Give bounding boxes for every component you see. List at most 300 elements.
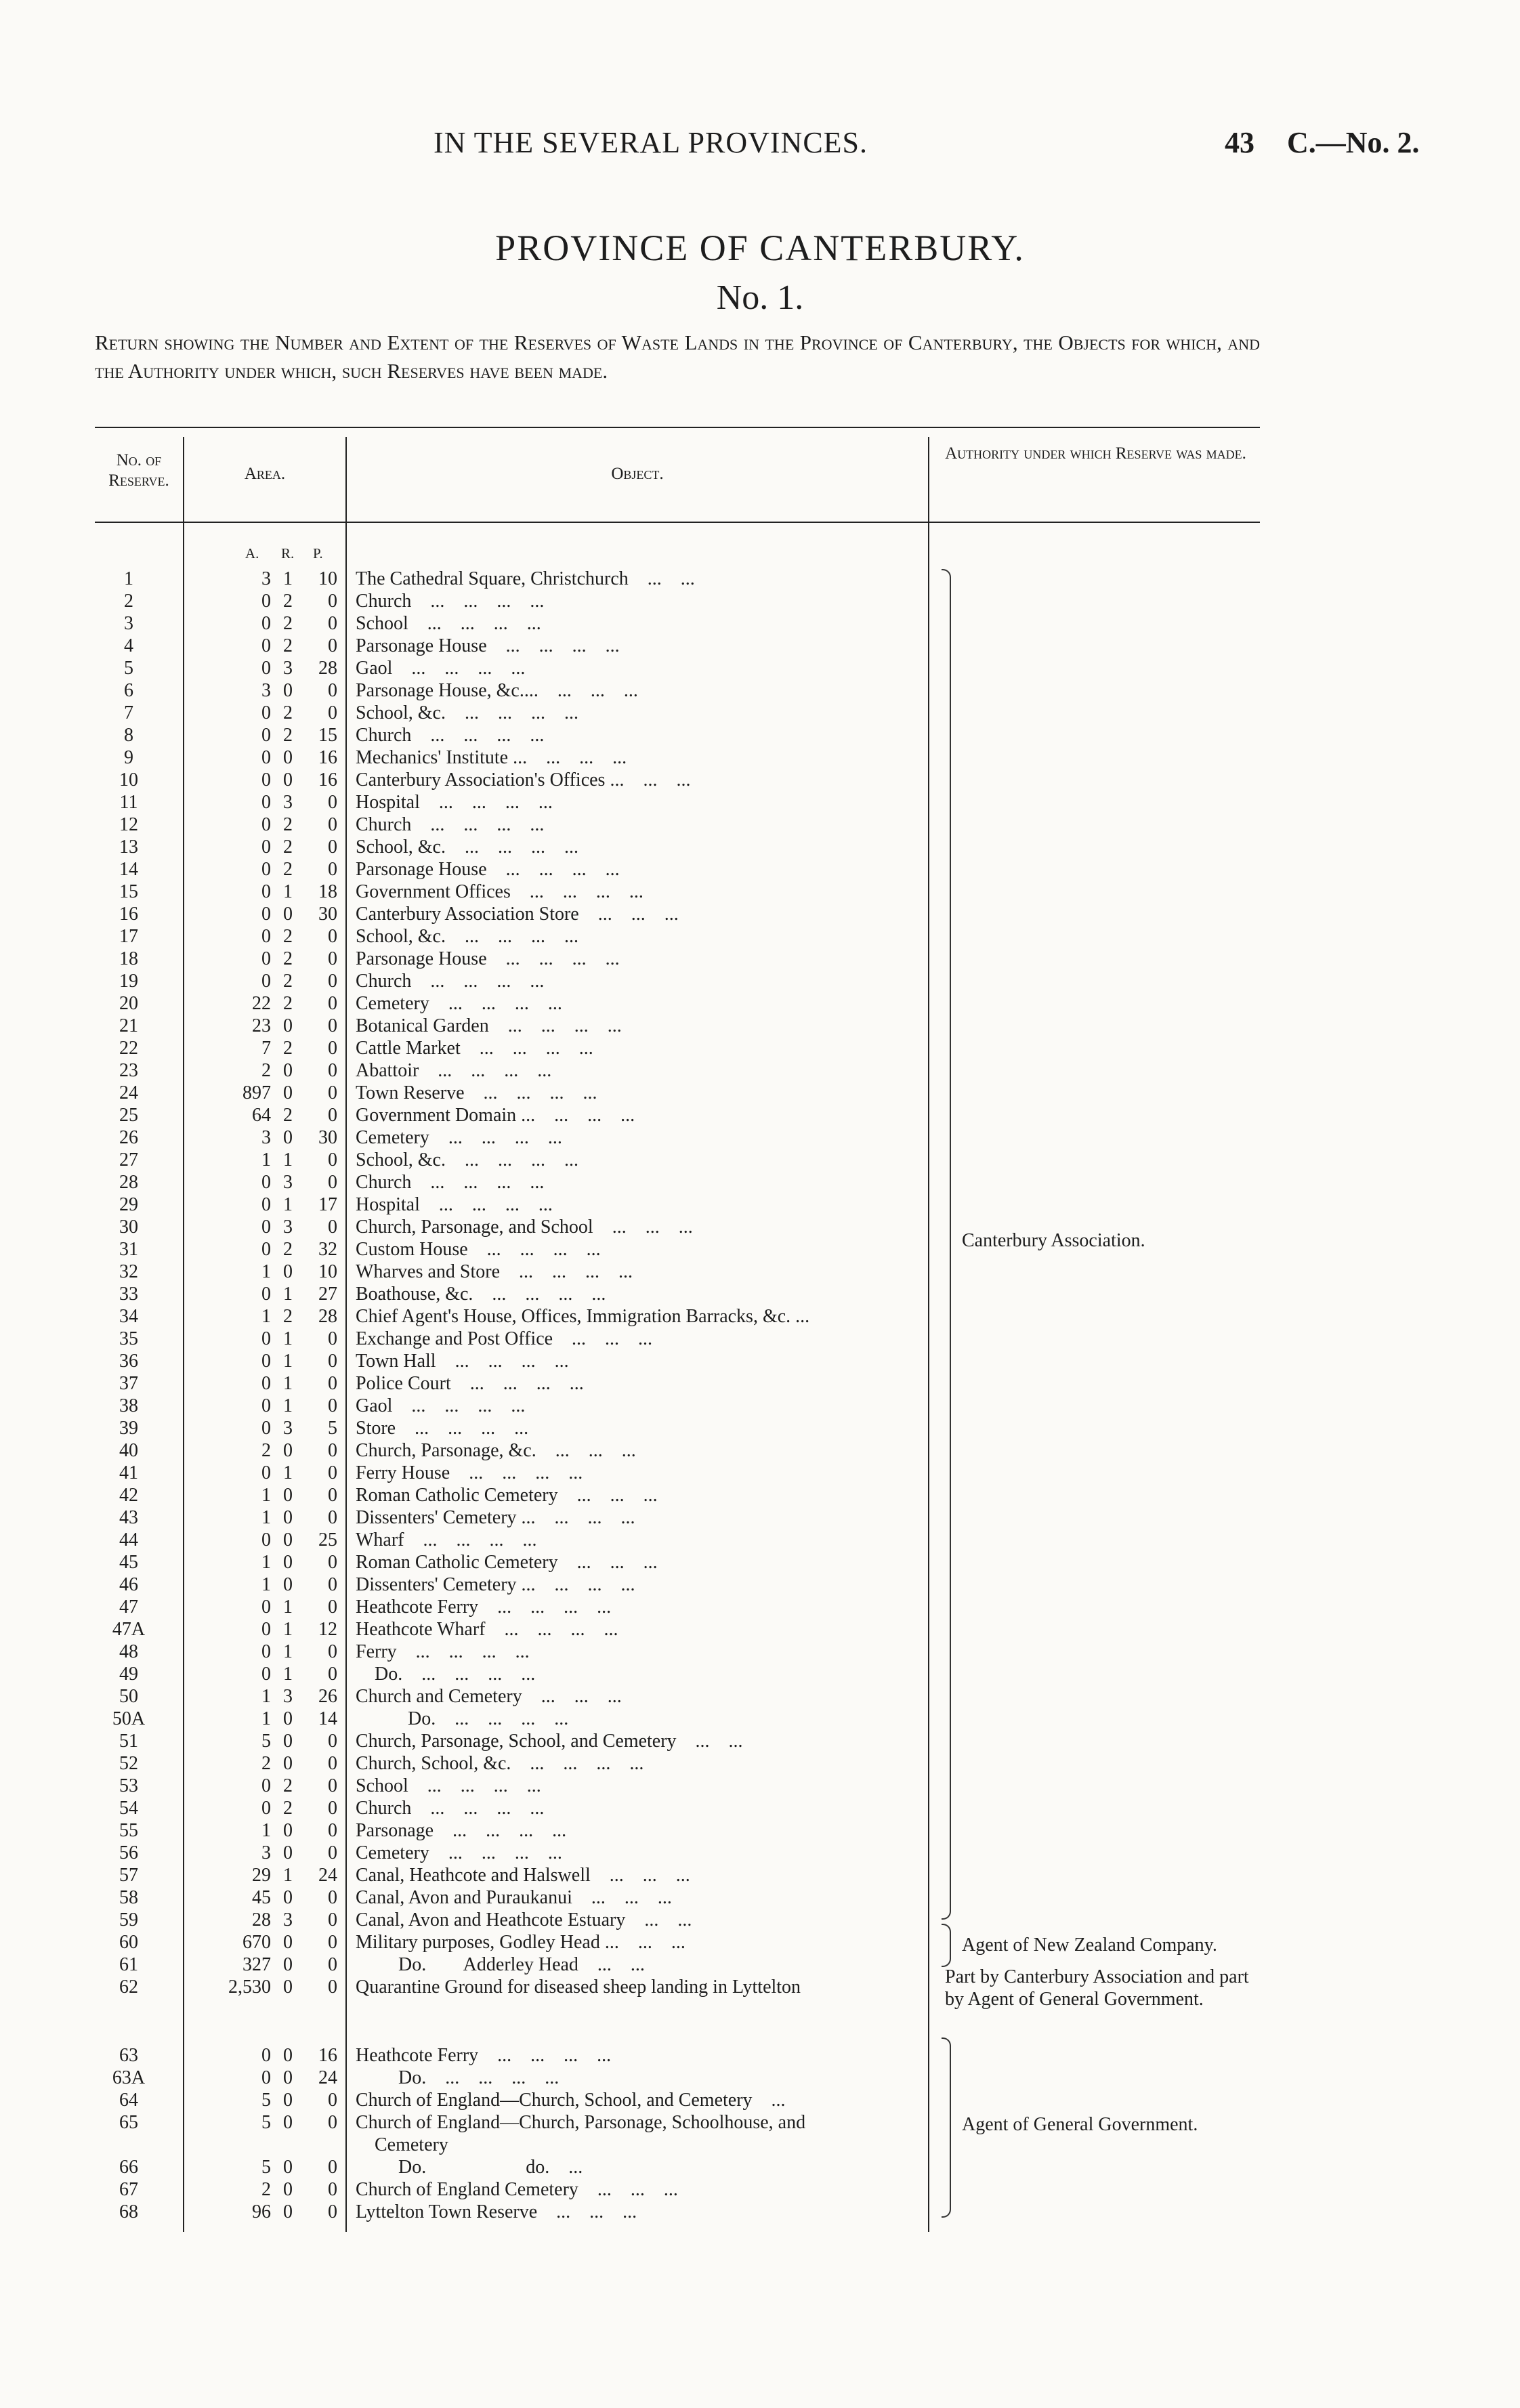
area-roods: 0 xyxy=(283,2067,293,2088)
area-perches: 0 xyxy=(328,792,337,813)
area-perches: 0 xyxy=(328,1172,337,1193)
reserve-number: 55 xyxy=(119,1820,138,1841)
area-acres: 5 xyxy=(261,1731,271,1752)
area-acres: 0 xyxy=(261,591,271,612)
table-row xyxy=(0,2089,935,2111)
province-title: PROVINCE OF CANTERBURY. xyxy=(495,228,1025,268)
reserve-object: Canterbury Association Store ... ... ... xyxy=(356,904,679,925)
reserve-object: Military purposes, Godley Head ... ... ... xyxy=(356,1932,685,1953)
area-perches: 0 xyxy=(328,1775,337,1796)
area-perches: 0 xyxy=(328,1753,337,1774)
table-row xyxy=(0,746,935,769)
reserve-object: Cemetery ... ... ... ... xyxy=(356,1127,562,1148)
area-perches: 0 xyxy=(328,1060,337,1081)
table-row xyxy=(0,1730,935,1752)
table-row xyxy=(0,2134,935,2156)
reserve-object: Do. Adderley Head ... ... xyxy=(356,1954,645,1975)
area-perches: 28 xyxy=(318,1306,337,1327)
area-acres: 0 xyxy=(261,1194,271,1215)
area-roods: 0 xyxy=(283,747,293,768)
area-acres: 1 xyxy=(261,1261,271,1282)
reserve-number: 67 xyxy=(119,2179,138,2200)
table-row xyxy=(0,1886,935,1909)
authority-canterbury: Canterbury Association. xyxy=(962,1230,1145,1251)
area-roods: 0 xyxy=(283,2179,293,2200)
table-row xyxy=(0,1283,935,1305)
reserve-object: Hospital ... ... ... ... xyxy=(356,1194,553,1215)
area-roods: 1 xyxy=(283,1373,293,1394)
area-acres: 7 xyxy=(261,1038,271,1059)
area-perches: 17 xyxy=(318,1194,337,1215)
area-roods: 0 xyxy=(283,1552,293,1573)
area-acres: 0 xyxy=(261,1373,271,1394)
area-acres: 0 xyxy=(261,1529,271,1550)
table-row xyxy=(0,1641,935,1663)
area-roods: 0 xyxy=(283,1731,293,1752)
area-roods: 0 xyxy=(283,1887,293,1908)
authority-nz-company: Agent of New Zealand Company. xyxy=(962,1935,1217,1956)
document-reference: C.—No. 2. xyxy=(1287,126,1420,159)
area-perches: 0 xyxy=(328,1641,337,1662)
area-perches: 0 xyxy=(328,1149,337,1170)
area-roods: 1 xyxy=(283,881,293,902)
area-acres: 3 xyxy=(261,1127,271,1148)
area-acres: 0 xyxy=(261,1395,271,1416)
reserve-number: 34 xyxy=(119,1306,138,1327)
reserve-object: Church and Cemetery ... ... ... xyxy=(356,1686,622,1707)
area-roods: 0 xyxy=(283,769,293,790)
table-row xyxy=(0,1462,935,1484)
reserve-number: 68 xyxy=(119,2201,138,2222)
area-perches: 0 xyxy=(328,2112,337,2133)
area-perches: 0 xyxy=(328,1909,337,1930)
area-roods: 1 xyxy=(283,1395,293,1416)
reserve-object: Church of England—Church, Parsonage, Schoolhouse, and xyxy=(356,2112,806,2133)
area-perches: 0 xyxy=(328,2090,337,2111)
area-perches: 0 xyxy=(328,1395,337,1416)
table-row xyxy=(0,1439,935,1462)
return-description: Return showing the Number and Extent of the Reserves of Waste Lands in the Province of Canterbury, the Objects for which, and the Authority under which, such Reserves have been made. xyxy=(95,331,1260,383)
area-perches: 32 xyxy=(318,1239,337,1260)
area-perches: 0 xyxy=(328,1105,337,1126)
area-acres: 327 xyxy=(242,1954,271,1975)
area-perches: 0 xyxy=(328,993,337,1014)
area-perches: 0 xyxy=(328,1082,337,1103)
table-row xyxy=(0,635,935,657)
area-acres: 23 xyxy=(252,1015,271,1036)
table-row xyxy=(0,1976,935,1998)
area-roods: 0 xyxy=(283,1261,293,1282)
area-acres: 0 xyxy=(261,1239,271,1260)
reserve-number: 48 xyxy=(119,1641,138,1662)
reserve-number: 43 xyxy=(119,1507,138,1528)
area-roods: 3 xyxy=(283,1686,293,1707)
reserve-number: 57 xyxy=(119,1865,138,1886)
reserve-number: 53 xyxy=(119,1775,138,1796)
reserve-object: Roman Catholic Cemetery ... ... ... xyxy=(356,1552,658,1573)
reserve-object: Town Hall ... ... ... ... xyxy=(356,1351,569,1372)
reserve-number: 44 xyxy=(119,1529,138,1550)
area-perches: 0 xyxy=(328,1440,337,1461)
reserve-object: Church ... ... ... ... xyxy=(356,591,545,612)
area-roods: 1 xyxy=(283,1194,293,1215)
area-perches: 0 xyxy=(328,1664,337,1685)
table-row xyxy=(0,1663,935,1685)
reserve-object: Church ... ... ... ... xyxy=(356,1798,545,1819)
area-perches: 5 xyxy=(328,1418,337,1439)
area-acres: 0 xyxy=(261,1619,271,1640)
table-row xyxy=(0,2044,935,2067)
reserve-number: 24 xyxy=(119,1082,138,1103)
area-roods: 0 xyxy=(283,1485,293,1506)
table-row xyxy=(0,1015,935,1037)
area-roods: 0 xyxy=(283,2112,293,2133)
area-acres: 0 xyxy=(261,1775,271,1796)
reserve-number: 19 xyxy=(119,971,138,992)
reserve-number: 66 xyxy=(119,2157,138,2178)
reserve-object: Church of England Cemetery ... ... ... xyxy=(356,2179,678,2200)
reserve-object: Ferry ... ... ... ... xyxy=(356,1641,530,1662)
reserve-object: Parsonage ... ... ... ... xyxy=(356,1820,567,1841)
reserve-object: Custom House ... ... ... ... xyxy=(356,1239,601,1260)
table-row xyxy=(0,836,935,858)
reserve-object: School, &c. ... ... ... ... xyxy=(356,837,578,858)
area-acres: 0 xyxy=(261,792,271,813)
area-roods: 0 xyxy=(283,1708,293,1729)
table-row xyxy=(0,1395,935,1417)
table-top-rule xyxy=(95,427,1260,428)
table-row xyxy=(0,948,935,970)
table-row xyxy=(0,1149,935,1171)
reserve-object: Chief Agent's House, Offices, Immigration Barracks, &c. ... xyxy=(356,1306,810,1327)
reserve-object: Government Domain ... ... ... ... xyxy=(356,1105,635,1126)
area-perches: 24 xyxy=(318,1865,337,1886)
area-acres: 0 xyxy=(261,971,271,992)
reserve-object: Roman Catholic Cemetery ... ... ... xyxy=(356,1485,658,1506)
area-acres: 0 xyxy=(261,837,271,858)
reserve-number: 7 xyxy=(124,702,133,723)
area-acres: 0 xyxy=(261,859,271,880)
area-perches: 16 xyxy=(318,769,337,790)
reserve-object: Parsonage House, &c.... ... ... ... xyxy=(356,680,638,701)
area-perches: 0 xyxy=(328,1462,337,1483)
reserve-number: 54 xyxy=(119,1798,138,1819)
area-roods: 2 xyxy=(283,859,293,880)
area-roods: 1 xyxy=(283,1149,293,1170)
table-row xyxy=(0,1104,935,1126)
reserve-number: 47 xyxy=(119,1597,138,1618)
reserve-object: Wharf ... ... ... ... xyxy=(356,1529,537,1550)
reserve-object: Do. ... ... ... ... xyxy=(356,1708,569,1729)
area-acres: 3 xyxy=(261,1842,271,1863)
reserve-number: 61 xyxy=(119,1954,138,1975)
table-row xyxy=(0,1551,935,1573)
area-acres: 0 xyxy=(261,881,271,902)
area-perches: 12 xyxy=(318,1619,337,1640)
table-row xyxy=(0,1328,935,1350)
reserve-object: Church ... ... ... ... xyxy=(356,814,545,835)
table-row xyxy=(0,1082,935,1104)
reserve-object: Cattle Market ... ... ... ... xyxy=(356,1038,593,1059)
column-header-object: Object. xyxy=(611,465,664,483)
area-roods: 1 xyxy=(283,1351,293,1372)
table-row xyxy=(0,1506,935,1529)
reserve-object: Heathcote Ferry ... ... ... ... xyxy=(356,1597,612,1618)
table-row xyxy=(0,590,935,612)
area-perches: 0 xyxy=(328,1328,337,1349)
table-row xyxy=(0,1216,935,1238)
reserve-number: 64 xyxy=(119,2090,138,2111)
area-acres: 64 xyxy=(252,1105,271,1126)
area-roods: 2 xyxy=(283,1038,293,1059)
area-perches: 0 xyxy=(328,1842,337,1863)
area-acres: 0 xyxy=(261,1172,271,1193)
area-perches: 24 xyxy=(318,2067,337,2088)
area-acres: 0 xyxy=(261,1351,271,1372)
reserve-object: Wharves and Store ... ... ... ... xyxy=(356,1261,633,1282)
table-row xyxy=(0,1350,935,1372)
reserve-object: Canal, Heathcote and Halswell ... ... ... xyxy=(356,1865,690,1886)
area-perches: 0 xyxy=(328,1574,337,1595)
reserve-number: 39 xyxy=(119,1418,138,1439)
area-acres: 0 xyxy=(261,725,271,746)
area-perches: 0 xyxy=(328,1485,337,1506)
table-row xyxy=(0,925,935,948)
area-roods: 0 xyxy=(283,1507,293,1528)
table-row xyxy=(0,881,935,903)
reserve-number: 63A xyxy=(112,2067,146,2088)
area-acres: 0 xyxy=(261,904,271,925)
table-row xyxy=(0,970,935,992)
reserve-object: Store ... ... ... ... xyxy=(356,1418,529,1439)
reserve-object: School, &c. ... ... ... ... xyxy=(356,926,578,947)
reserve-object: Parsonage House ... ... ... ... xyxy=(356,635,620,656)
reserve-object: Cemetery ... ... ... ... xyxy=(356,1842,562,1863)
reserve-number: 4 xyxy=(124,635,133,656)
area-perches: 16 xyxy=(318,747,337,768)
table-row xyxy=(0,568,935,590)
area-acres: 0 xyxy=(261,635,271,656)
reserve-number: 22 xyxy=(119,1038,138,1059)
column-header-no: No. of Reserve. xyxy=(108,451,169,490)
table-row xyxy=(0,702,935,724)
area-acres: 0 xyxy=(261,1664,271,1685)
reserve-number: 8 xyxy=(124,725,133,746)
table-row xyxy=(0,2178,935,2201)
area-perches: 0 xyxy=(328,613,337,634)
reserve-object: Gaol ... ... ... ... xyxy=(356,658,526,679)
area-perches: 0 xyxy=(328,635,337,656)
reserve-number: 50A xyxy=(112,1708,146,1729)
reserve-number: 2 xyxy=(124,591,133,612)
table-row xyxy=(0,1059,935,1082)
unit-perches: P. xyxy=(313,545,323,562)
area-perches: 0 xyxy=(328,1373,337,1394)
reserve-object: The Cathedral Square, Christchurch ... ... xyxy=(356,568,695,589)
area-roods: 2 xyxy=(283,591,293,612)
area-roods: 0 xyxy=(283,1127,293,1148)
area-acres: 1 xyxy=(261,1552,271,1573)
area-acres: 0 xyxy=(261,1328,271,1349)
area-acres: 1 xyxy=(261,1507,271,1528)
area-roods: 0 xyxy=(283,1977,293,1998)
reserve-object: Parsonage House ... ... ... ... xyxy=(356,859,620,880)
reserve-number: 23 xyxy=(119,1060,138,1081)
reserve-object: Dissenters' Cemetery ... ... ... ... xyxy=(356,1507,635,1528)
area-roods: 1 xyxy=(283,1462,293,1483)
reserve-number: 32 xyxy=(119,1261,138,1282)
area-perches: 16 xyxy=(318,2045,337,2066)
area-roods: 2 xyxy=(283,1239,293,1260)
area-perches: 0 xyxy=(328,2179,337,2200)
area-acres: 5 xyxy=(261,2157,271,2178)
table-row xyxy=(0,1909,935,1931)
table-row xyxy=(0,1372,935,1395)
table-row xyxy=(0,1261,935,1283)
reserve-object: Heathcote Wharf ... ... ... ... xyxy=(356,1619,618,1640)
brace-general xyxy=(942,2037,951,2218)
area-acres: 2,530 xyxy=(228,1977,271,1998)
reserve-number: 60 xyxy=(119,1932,138,1953)
area-roods: 2 xyxy=(283,993,293,1014)
brace-nz-company xyxy=(942,1924,951,1967)
table-row xyxy=(0,1529,935,1551)
reserve-object: School, &c. ... ... ... ... xyxy=(356,1149,578,1170)
area-perches: 0 xyxy=(328,680,337,701)
area-roods: 3 xyxy=(283,792,293,813)
reserve-object: Dissenters' Cemetery ... ... ... ... xyxy=(356,1574,635,1595)
area-roods: 1 xyxy=(283,1619,293,1640)
reserve-number: 14 xyxy=(119,859,138,880)
reserve-number: 11 xyxy=(119,792,138,813)
area-acres: 1 xyxy=(261,1485,271,1506)
reserve-number: 42 xyxy=(119,1485,138,1506)
table-row xyxy=(0,1037,935,1059)
reserve-number: 12 xyxy=(119,814,138,835)
area-acres: 0 xyxy=(261,1217,271,1238)
area-acres: 0 xyxy=(261,702,271,723)
area-perches: 14 xyxy=(318,1708,337,1729)
reserve-object: Church, Parsonage, School, and Cemetery ... ... xyxy=(356,1731,743,1752)
reserve-number: 36 xyxy=(119,1351,138,1372)
table-row xyxy=(0,858,935,881)
area-roods: 0 xyxy=(283,2157,293,2178)
area-roods: 0 xyxy=(283,2045,293,2066)
area-roods: 0 xyxy=(283,2201,293,2222)
area-acres: 2 xyxy=(261,2179,271,2200)
authority-general: Agent of General Government. xyxy=(962,2114,1198,2135)
area-roods: 2 xyxy=(283,1105,293,1126)
reserve-number: 10 xyxy=(119,769,138,790)
area-roods: 2 xyxy=(283,814,293,835)
table-row xyxy=(0,1305,935,1328)
area-acres: 0 xyxy=(261,658,271,679)
area-roods: 1 xyxy=(283,1328,293,1349)
reserve-number: 38 xyxy=(119,1395,138,1416)
area-perches: 27 xyxy=(318,1284,337,1305)
area-roods: 0 xyxy=(283,1753,293,1774)
column-header-area: Area. xyxy=(244,465,286,483)
area-acres: 0 xyxy=(261,1798,271,1819)
reserve-object: Parsonage House ... ... ... ... xyxy=(356,948,620,969)
area-perches: 30 xyxy=(318,904,337,925)
area-perches: 15 xyxy=(318,725,337,746)
reserve-object: Town Reserve ... ... ... ... xyxy=(356,1082,597,1103)
reserve-object: Cemetery ... ... ... ... xyxy=(356,993,562,1014)
table-row xyxy=(0,903,935,925)
area-roods: 3 xyxy=(283,1217,293,1238)
reserve-object: Government Offices ... ... ... ... xyxy=(356,881,643,902)
area-perches: 10 xyxy=(318,568,337,589)
reserve-number: 56 xyxy=(119,1842,138,1863)
reserve-number: 40 xyxy=(119,1440,138,1461)
running-header xyxy=(0,125,1520,166)
area-acres: 5 xyxy=(261,2090,271,2111)
running-title: IN THE SEVERAL PROVINCES. xyxy=(434,126,868,159)
area-acres: 2 xyxy=(261,1753,271,1774)
table-row xyxy=(0,612,935,635)
area-roods: 1 xyxy=(283,1865,293,1886)
reserve-object: Boathouse, &c. ... ... ... ... xyxy=(356,1284,606,1305)
reserve-object: School, &c. ... ... ... ... xyxy=(356,702,578,723)
area-acres: 1 xyxy=(261,1820,271,1841)
reserve-object: Church ... ... ... ... xyxy=(356,725,545,746)
area-roods: 2 xyxy=(283,1775,293,1796)
area-acres: 1 xyxy=(261,1149,271,1170)
area-acres: 29 xyxy=(252,1865,271,1886)
brace-canterbury xyxy=(942,569,951,1920)
area-acres: 96 xyxy=(252,2201,271,2222)
area-roods: 2 xyxy=(283,702,293,723)
reserve-object: Do. ... ... ... ... xyxy=(356,2067,560,2088)
area-acres: 0 xyxy=(261,1418,271,1439)
reserve-number: 33 xyxy=(119,1284,138,1305)
area-roods: 1 xyxy=(283,1284,293,1305)
area-roods: 3 xyxy=(283,1909,293,1930)
area-perches: 0 xyxy=(328,591,337,612)
area-acres: 1 xyxy=(261,1574,271,1595)
reserve-object: Heathcote Ferry ... ... ... ... xyxy=(356,2045,612,2066)
area-perches: 0 xyxy=(328,702,337,723)
reserve-number: 25 xyxy=(119,1105,138,1126)
table-row xyxy=(0,2201,935,2223)
reserve-object: Ferry House ... ... ... ... xyxy=(356,1462,583,1483)
reserve-number: 6 xyxy=(124,680,133,701)
area-roods: 0 xyxy=(283,1574,293,1595)
area-perches: 0 xyxy=(328,1038,337,1059)
reserve-number: 26 xyxy=(119,1127,138,1148)
table-row xyxy=(0,1484,935,1506)
reserve-object: Church, School, &c. ... ... ... ... xyxy=(356,1753,644,1774)
area-perches: 0 xyxy=(328,1597,337,1618)
area-acres: 0 xyxy=(261,1462,271,1483)
reserve-number: 27 xyxy=(119,1149,138,1170)
table-row xyxy=(0,1685,935,1708)
area-roods: 0 xyxy=(283,1820,293,1841)
area-roods: 2 xyxy=(283,1306,293,1327)
reserve-number: 63 xyxy=(119,2045,138,2066)
area-roods: 3 xyxy=(283,1418,293,1439)
area-perches: 30 xyxy=(318,1127,337,1148)
area-acres: 0 xyxy=(261,2045,271,2066)
reserve-number: 49 xyxy=(119,1664,138,1685)
table-row xyxy=(0,1931,935,1953)
reserve-object: Quarantine Ground for diseased sheep landing in Lyttelton xyxy=(356,1977,801,1998)
reserve-object: Abattoir ... ... ... ... xyxy=(356,1060,552,1081)
area-acres: 3 xyxy=(261,568,271,589)
unit-roods: R. xyxy=(281,545,295,562)
area-roods: 0 xyxy=(283,1060,293,1081)
